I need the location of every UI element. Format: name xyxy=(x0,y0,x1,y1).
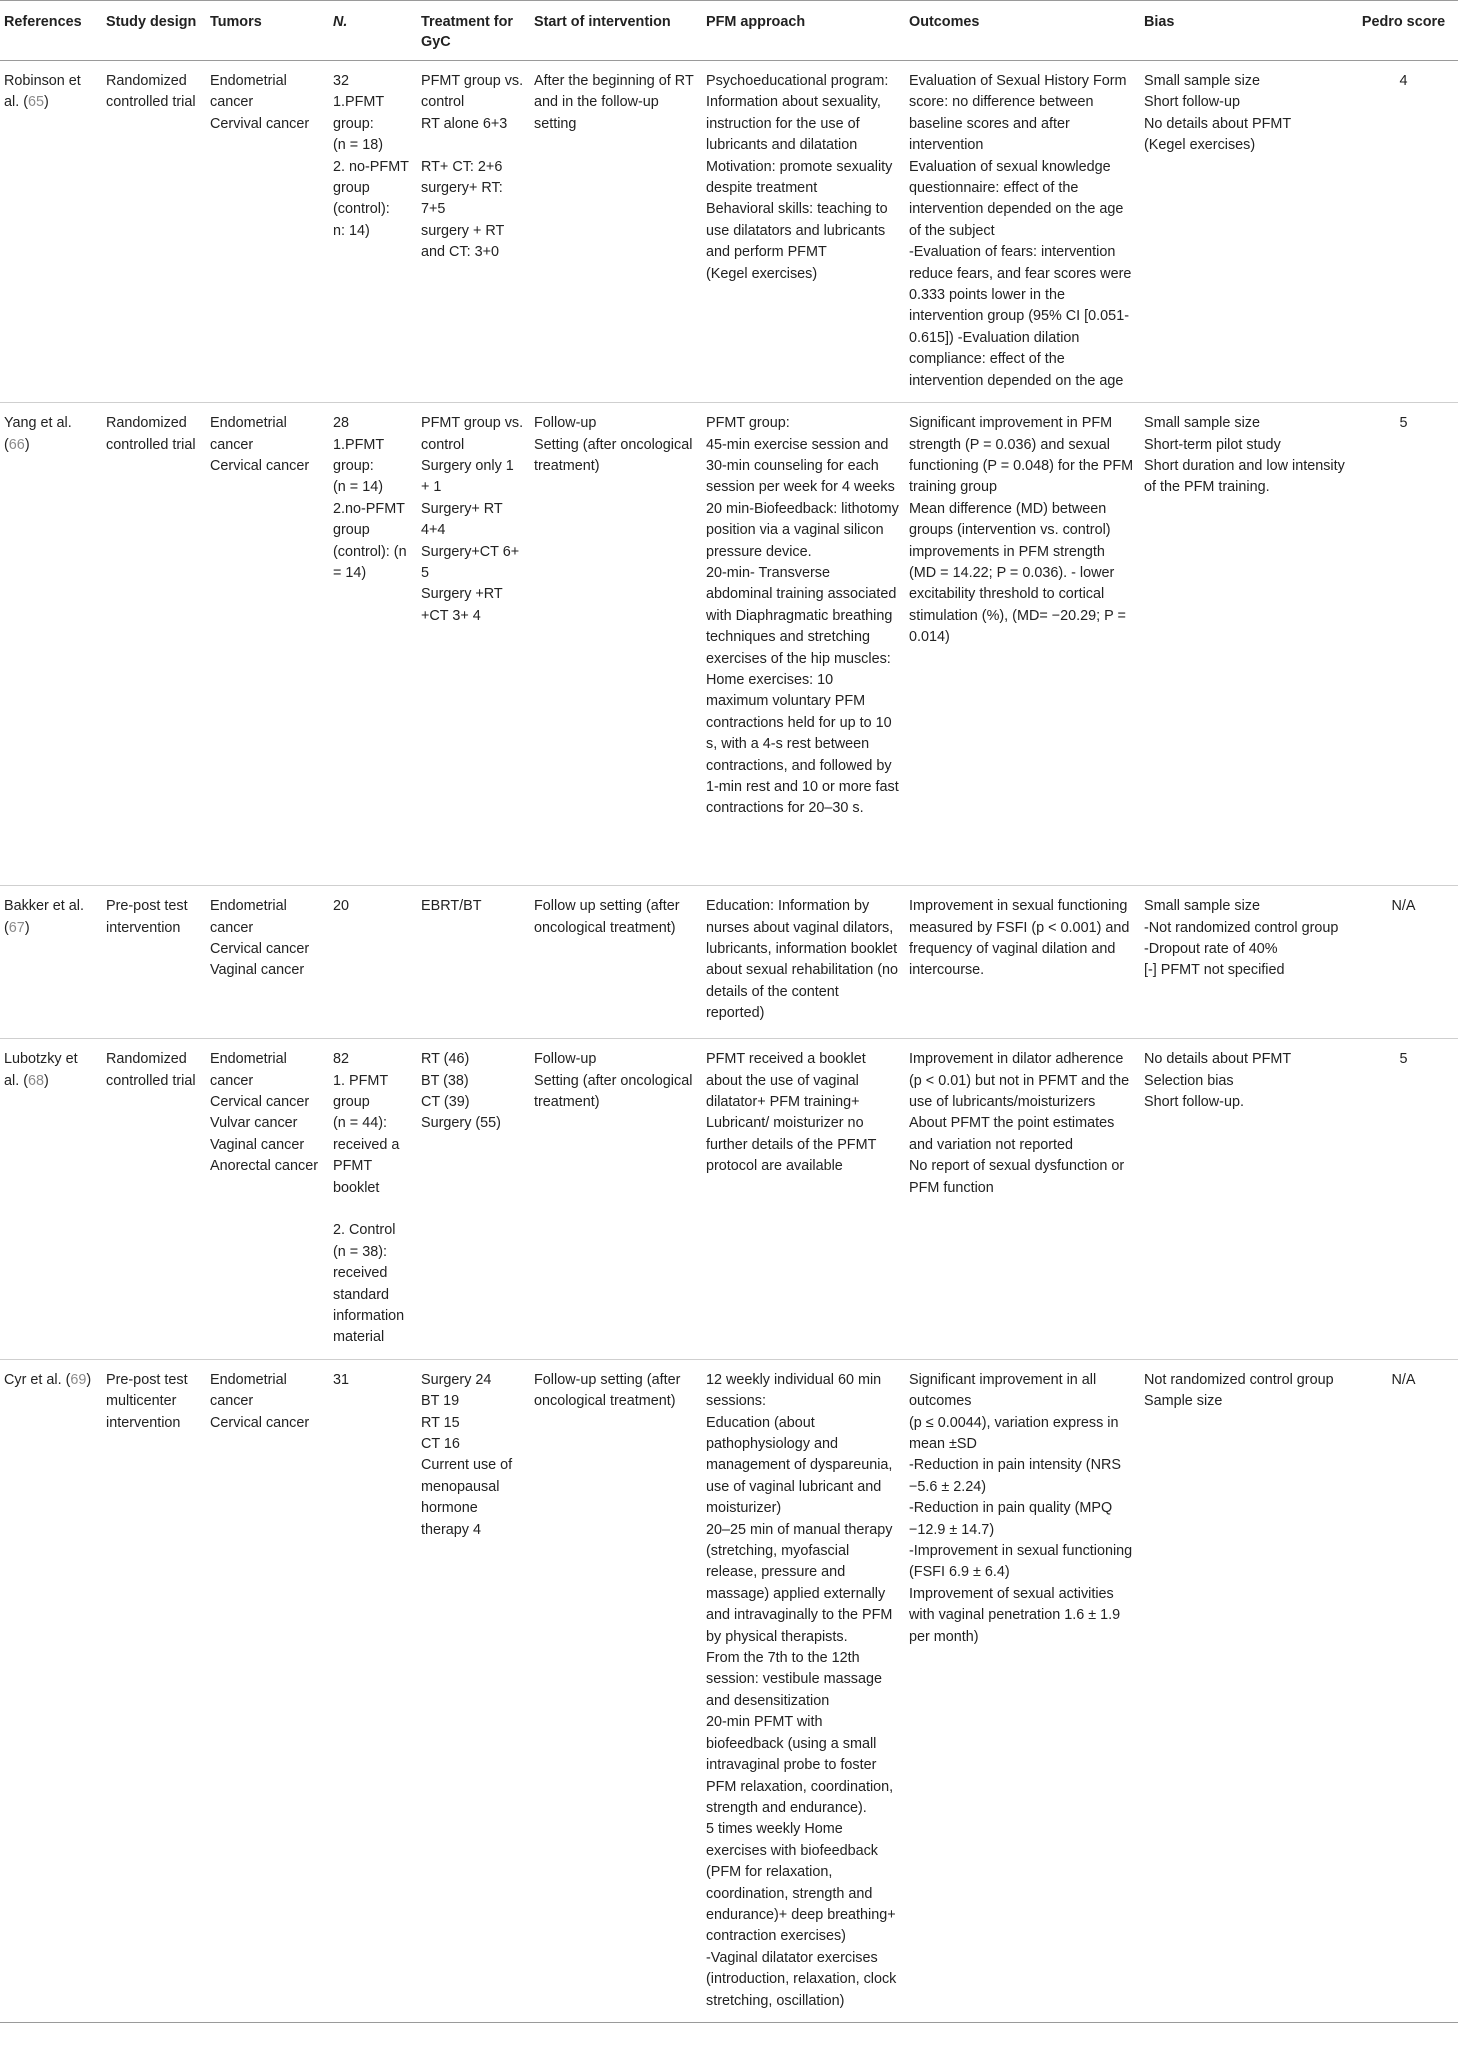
table-row xyxy=(0,403,1458,886)
cell-bias: Small sample size Short follow-up No details about PFMT (Kegel exercises) xyxy=(1140,61,1351,403)
cell-outcomes: Significant improvement in PFM strength (P = 0.036) and sexual functioning (P = 0.048) for the PFM training group Mean difference (MD) between groups (intervention vs. control) improvements in PFM strength (MD = 14.22; P = 0.036). - lower excitability threshold to cortical stimulation (%), (MD= −20.29; P = 0.014) xyxy=(905,403,1140,886)
cell-pedro-score: 5 xyxy=(1351,1039,1458,1360)
reference-number-link[interactable]: 65 xyxy=(28,94,45,111)
cell-n: 31 xyxy=(329,1359,417,2022)
reference-number-link[interactable]: 68 xyxy=(28,1072,45,1089)
cell-study-design: Randomized controlled trial xyxy=(102,61,206,403)
cell-pedro-score: N/A xyxy=(1351,886,1458,1039)
cell-reference: Bakker et al. (67) xyxy=(0,886,102,1039)
col-header-start: Start of intervention xyxy=(530,1,702,61)
cell-outcomes: Improvement in dilator adherence (p < 0.01) but not in PFMT and the use of lubricants/moisturizers About PFMT the point estimates and variation not reported No report of sexual dysfunction or PFM function xyxy=(905,1039,1140,1360)
cell-start: Follow-up Setting (after oncological treatment) xyxy=(530,1039,702,1360)
cell-reference: Robinson et al. (65) xyxy=(0,61,102,403)
reference-author: Cyr et al. ( xyxy=(4,1371,71,1388)
cell-approach: PFMT received a booklet about the use of vaginal dilatator+ PFM training+ Lubricant/ moisturizer no further details of the PFMT protocol are available xyxy=(702,1039,905,1360)
cell-approach: 12 weekly individual 60 min sessions: Education (about pathophysiology and management of dyspareunia, use of vaginal lubricant and moisturizer) 20–25 min of manual therapy (stretching, myofascial release, pressure and massage) applied externally and intravaginally to the PFM by physical therapists. From the 7th to the 12th session: vestibule massage and desensitization 20-min PFMT with biofeedback (using a small intravaginal probe to foster PFM relaxation, coordination, strength and endurance). 5 times weekly Home exercises with biofeedback (PFM for relaxation, coordination, strength and endurance)+ deep breathing+ contraction exercises) -Vaginal dilatator exercises (introduction, relaxation, clock stretching, oscillation) xyxy=(702,1359,905,2022)
cell-approach: PFMT group: 45-min exercise session and 30-min counseling for each session per week for 4 weeks 20 min-Biofeedback: lithotomy position via a vaginal silicon pressure device. 20-min- Transverse abdominal training associated with Diaphragmatic breathing techniques and stretching exercises of the hip muscles: Home exercises: 10 maximum voluntary PFM contractions held for up to 10 s, with a 4-s rest between contractions, and followed by 1-min rest and 10 or more fast contractions for 20–30 s. xyxy=(702,403,905,886)
col-header-study-design: Study design xyxy=(102,1,206,61)
col-header-references: References xyxy=(0,1,102,61)
reference-number-link[interactable]: 66 xyxy=(8,436,25,453)
col-header-treatment: Treatment for GyC xyxy=(417,1,530,61)
cell-tumors: Endometrial cancer Cervical cancer Vulvar cancer Vaginal cancer Anorectal cancer xyxy=(206,1039,329,1360)
reference-author: Yang et al. ( xyxy=(4,415,72,453)
cell-n: 28 1.PFMT group: (n = 14) 2.no-PFMT group (control): (n = 14) xyxy=(329,403,417,886)
cell-n: 32 1.PFMT group: (n = 18) 2. no-PFMT group (control): n: 14) xyxy=(329,61,417,403)
table-body xyxy=(0,61,1458,2023)
cell-bias: Small sample size Short-term pilot study Short duration and low intensity of the PFM training. xyxy=(1140,403,1351,886)
cell-study-design: Randomized controlled trial xyxy=(102,403,206,886)
cell-treatment: RT (46) BT (38) CT (39) Surgery (55) xyxy=(417,1039,530,1360)
table-row xyxy=(0,1359,1458,2022)
col-header-bias: Bias xyxy=(1140,1,1351,61)
cell-treatment: EBRT/BT xyxy=(417,886,530,1039)
cell-tumors: Endometrial cancer Cervical cancer xyxy=(206,1359,329,2022)
table-row xyxy=(0,886,1458,1039)
cell-tumors: Endometrial cancer Cervival cancer xyxy=(206,61,329,403)
reference-author: Robinson et al. ( xyxy=(4,73,81,111)
cell-study-design: Pre-post test multicenter intervention xyxy=(102,1359,206,2022)
cell-outcomes: Evaluation of Sexual History Form score: no difference between baseline scores and after intervention Evaluation of sexual knowledge questionnaire: effect of the intervention depended on the age of the subject -Evaluation of fears: intervention reduce fears, and fear scores were 0.333 points lower in the intervention group (95% CI [0.051-0.615]) -Evaluation dilation compliance: effect of the intervention depended on the age xyxy=(905,61,1140,403)
cell-pedro-score: 4 xyxy=(1351,61,1458,403)
cell-tumors: Endometrial cancer Cervical cancer xyxy=(206,403,329,886)
col-header-outcomes: Outcomes xyxy=(905,1,1140,61)
cell-pedro-score: 5 xyxy=(1351,403,1458,886)
cell-start: Follow up setting (after oncological treatment) xyxy=(530,886,702,1039)
col-header-tumors: Tumors xyxy=(206,1,329,61)
cell-outcomes: Significant improvement in all outcomes (p ≤ 0.0044), variation express in mean ±SD -Reduction in pain intensity (NRS −5.6 ± 2.24) -Reduction in pain quality (MPQ −12.9 ± 14.7) -Improvement in sexual functioning (FSFI 6.9 ± 6.4) Improvement of sexual activities with vaginal penetration 1.6 ± 1.9 per month) xyxy=(905,1359,1140,2022)
cell-bias: No details about PFMT Selection bias Short follow-up. xyxy=(1140,1039,1351,1360)
cell-reference: Yang et al. (66) xyxy=(0,403,102,886)
cell-start: Follow-up Setting (after oncological treatment) xyxy=(530,403,702,886)
cell-n: 20 xyxy=(329,886,417,1039)
cell-reference: Lubotzky et al. (68) xyxy=(0,1039,102,1360)
cell-bias: Small sample size -Not randomized control group -Dropout rate of 40% [-] PFMT not specified xyxy=(1140,886,1351,1039)
reference-number-link[interactable]: 69 xyxy=(70,1371,87,1388)
cell-outcomes: Improvement in sexual functioning measured by FSFI (p < 0.001) and frequency of vaginal dilation and intercourse. xyxy=(905,886,1140,1039)
reference-author: Bakker et al. ( xyxy=(4,898,84,936)
cell-pedro-score: N/A xyxy=(1351,1359,1458,2022)
cell-approach: Education: Information by nurses about vaginal dilators, lubricants, information booklet about sexual rehabilitation (no details of the content reported) xyxy=(702,886,905,1039)
cell-bias: Not randomized control group Sample size xyxy=(1140,1359,1351,2022)
cell-tumors: Endometrial cancer Cervical cancer Vaginal cancer xyxy=(206,886,329,1039)
cell-treatment: Surgery 24 BT 19 RT 15 CT 16 Current use of menopausal hormone therapy 4 xyxy=(417,1359,530,2022)
col-header-n: N. xyxy=(329,1,417,61)
cell-n: 82 1. PFMT group (n = 44): received a PFMT booklet 2. Control (n = 38): received standard information material xyxy=(329,1039,417,1360)
cell-start: Follow-up setting (after oncological treatment) xyxy=(530,1359,702,2022)
table-row xyxy=(0,61,1458,403)
cell-reference: Cyr et al. (69) xyxy=(0,1359,102,2022)
reference-author: Lubotzky et al. ( xyxy=(4,1051,78,1089)
cell-start: After the beginning of RT and in the follow-up setting xyxy=(530,61,702,403)
reference-number-link[interactable]: 67 xyxy=(8,919,25,936)
header-row xyxy=(0,1,1458,61)
table-header xyxy=(0,1,1458,61)
table-row xyxy=(0,1039,1458,1360)
cell-treatment: PFMT group vs. control RT alone 6+3 RT+ CT: 2+6 surgery+ RT: 7+5 surgery + RT and CT: 3+0 xyxy=(417,61,530,403)
cell-study-design: Pre-post test intervention xyxy=(102,886,206,1039)
cell-study-design: Randomized controlled trial xyxy=(102,1039,206,1360)
cell-approach: Psychoeducational program: Information about sexuality, instruction for the use of lubricants and dilatation Motivation: promote sexuality despite treatment Behavioral skills: teaching to use dilatators and lubricants and perform PFMT (Kegel exercises) xyxy=(702,61,905,403)
col-header-approach: PFM approach xyxy=(702,1,905,61)
col-header-pedro-score: Pedro score xyxy=(1351,1,1458,61)
cell-treatment: PFMT group vs. control Surgery only 1 + 1 Surgery+ RT 4+4 Surgery+CT 6+ 5 Surgery +RT +CT 3+ 4 xyxy=(417,403,530,886)
